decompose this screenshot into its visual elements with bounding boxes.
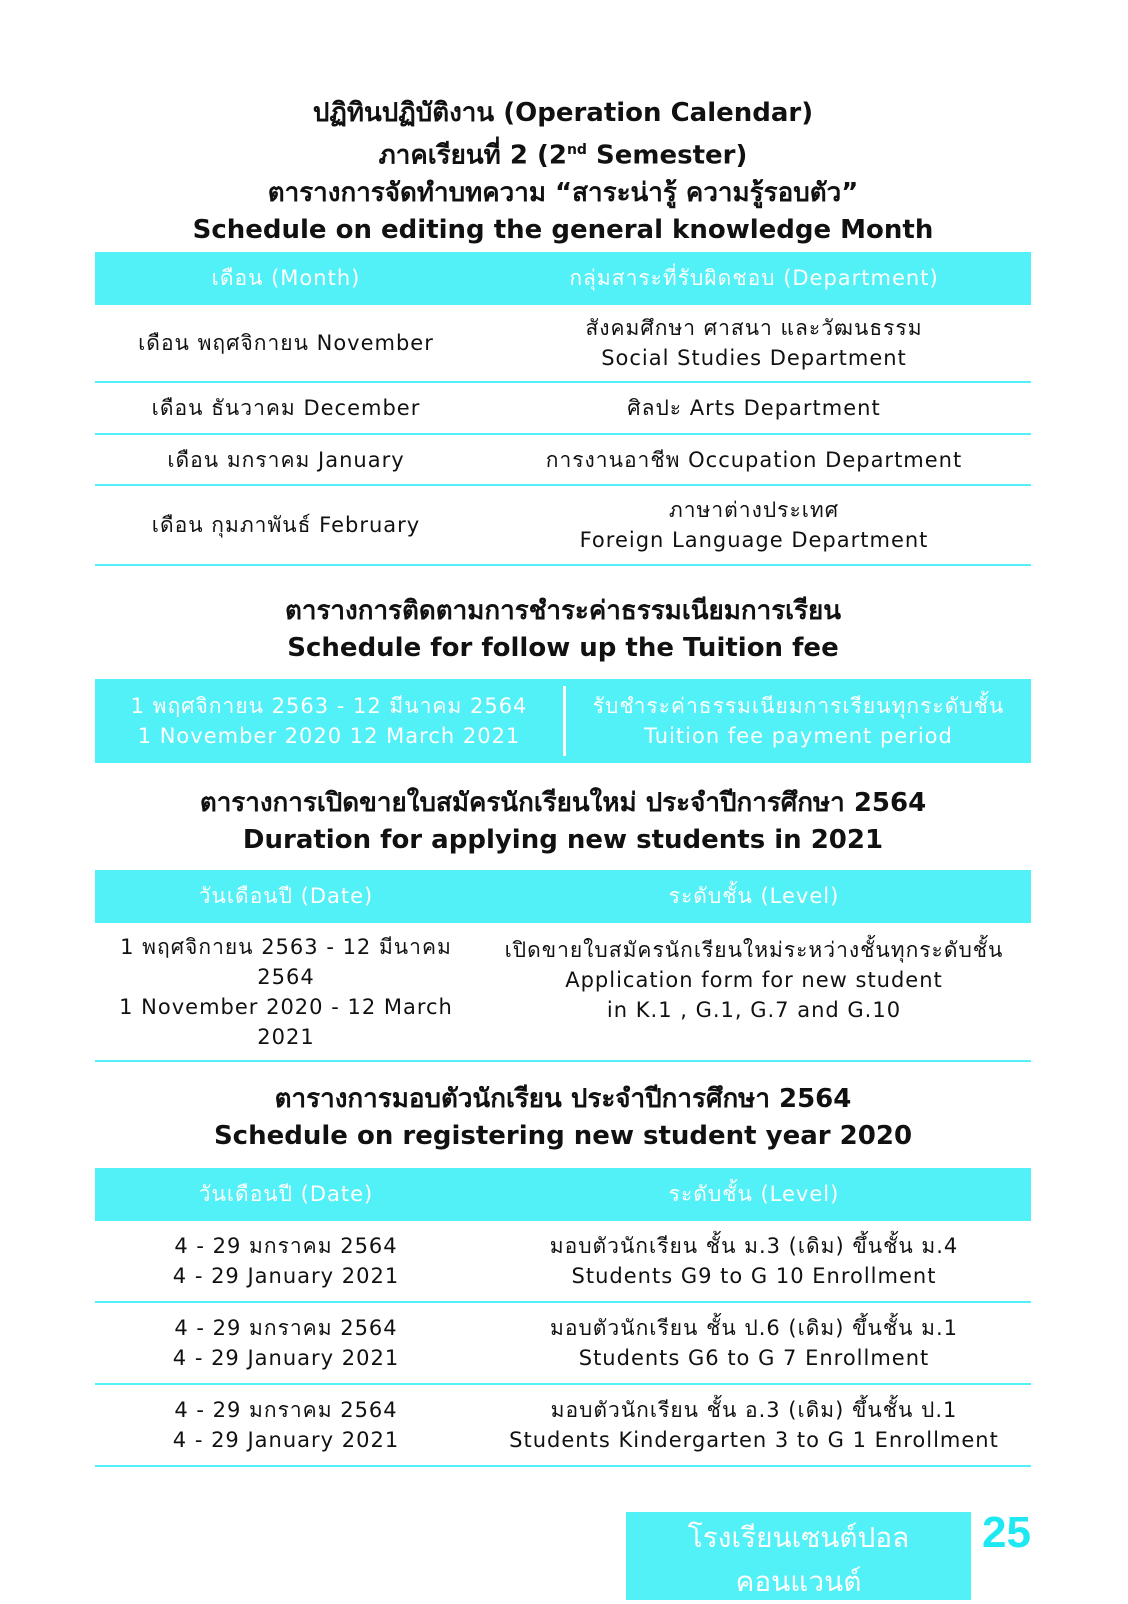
date-cell bbox=[95, 932, 477, 1052]
department-cell bbox=[477, 313, 1031, 373]
date-line: 2564 bbox=[257, 964, 315, 989]
level-th: มอบตัวนักเรียน ชั้น อ.3 (เดิม) ขึ้นชั้น ป.1 bbox=[550, 1398, 958, 1422]
month-cell: เดือน ธันวาคม December bbox=[151, 396, 421, 420]
semester-title-text: ภาคเรียนที่ 2 (2 bbox=[378, 140, 567, 171]
header-level: ระดับชั้น (Level) bbox=[668, 1182, 840, 1206]
department-th: ภาษาต่างประเทศ bbox=[668, 498, 840, 522]
registration-title-en: Schedule on registering new student year 2020 bbox=[213, 1121, 913, 1151]
department-cell: การงานอาชีพ Occupation Department bbox=[545, 447, 963, 472]
tuition-date-cell bbox=[95, 691, 563, 751]
table-row bbox=[95, 383, 1031, 435]
tuition-title-th: ตารางการติดตามการชำระค่าธรรมเนียมการเรียน bbox=[284, 596, 842, 626]
table-row bbox=[95, 305, 1031, 383]
registration-table bbox=[95, 1168, 1031, 1467]
registration-table-header bbox=[95, 1168, 1031, 1221]
level-en: Students G6 to G 7 Enrollment bbox=[578, 1346, 930, 1370]
page-number: 25 bbox=[982, 1508, 1031, 1557]
tuition-table bbox=[95, 679, 1031, 763]
date-cell bbox=[95, 1313, 477, 1373]
header-level: ระดับชั้น (Level) bbox=[668, 884, 840, 908]
month-cell: เดือน พฤศจิกายน November bbox=[138, 331, 434, 355]
table-row bbox=[95, 486, 1031, 566]
header-date: วันเดือนปี (Date) bbox=[198, 884, 374, 908]
department-en: Foreign Language Department bbox=[579, 528, 929, 552]
date-line: 2021 bbox=[257, 1024, 315, 1049]
date-en: 4 - 29 January 2021 bbox=[172, 1346, 400, 1370]
tuition-desc-th: รับชำระค่าธรรมเนียมการเรียนทุกระดับชั้น bbox=[592, 694, 1005, 718]
level-th: มอบตัวนักเรียน ชั้น ม.3 (เดิม) ขึ้นชั้น ม.4 bbox=[549, 1234, 959, 1258]
department-th: สังคมศึกษา ศาสนา และวัฒนธรรม bbox=[585, 316, 923, 340]
registration-title-th: ตารางการมอบตัวนักเรียน ประจำปีการศึกษา 2564 bbox=[274, 1084, 852, 1114]
date-th: 4 - 29 มกราคม 2564 bbox=[174, 1234, 398, 1258]
month-cell: เดือน กุมภาพันธ์ February bbox=[151, 513, 421, 537]
tuition-heading bbox=[95, 593, 1031, 667]
level-th: มอบตัวนักเรียน ชั้น ป.6 (เดิม) ขึ้นชั้น ม.1 bbox=[550, 1316, 958, 1340]
school-name: โรงเรียนเซนต์ปอลคอนแวนต์ bbox=[687, 1521, 910, 1598]
table-row bbox=[95, 923, 1031, 1062]
level-line: Application form for new student bbox=[565, 968, 943, 992]
level-cell bbox=[477, 1231, 1031, 1291]
knowledge-table bbox=[95, 252, 1031, 566]
calendar-heading bbox=[95, 95, 1031, 249]
tuition-band bbox=[95, 679, 1031, 763]
level-en: Students Kindergarten 3 to G 1 Enrollment bbox=[509, 1428, 999, 1452]
table-row bbox=[95, 435, 1031, 486]
table-row bbox=[95, 1385, 1031, 1467]
month-cell: เดือน มกราคม January bbox=[167, 447, 405, 472]
knowledge-table-header bbox=[95, 252, 1031, 305]
level-cell bbox=[477, 1395, 1031, 1455]
header-month: เดือน (Month) bbox=[211, 266, 361, 290]
level-cell bbox=[477, 1313, 1031, 1373]
knowledge-schedule-title-th: ตารางการจัดทำบทความ “สาระน่ารู้ ความรู้รอบตัว” bbox=[267, 177, 859, 208]
application-title-th: ตารางการเปิดขายใบสมัครนักเรียนใหม่ ประจำปีการศึกษา 2564 bbox=[199, 788, 927, 818]
date-en: 4 - 29 January 2021 bbox=[172, 1428, 400, 1452]
tuition-date-th: 1 พฤศจิกายน 2563 - 12 มีนาคม 2564 bbox=[130, 694, 528, 718]
level-cell bbox=[477, 923, 1031, 1025]
date-line: 1 November 2020 - 12 March bbox=[119, 994, 453, 1019]
tuition-date-en: 1 November 2020 12 March 2021 bbox=[137, 724, 521, 748]
department-en: Social Studies Department bbox=[601, 346, 907, 370]
header-date: วันเดือนปี (Date) bbox=[198, 1182, 374, 1206]
date-cell bbox=[95, 1231, 477, 1291]
semester-ordinal: nd bbox=[566, 142, 587, 158]
semester-title-suffix: Semester) bbox=[586, 140, 748, 171]
table-row bbox=[95, 1221, 1031, 1303]
header-department: กลุ่มสาระที่รับผิดชอบ (Department) bbox=[569, 266, 939, 290]
tuition-desc-en: Tuition fee payment period bbox=[644, 724, 953, 748]
level-en: Students G9 to G 10 Enrollment bbox=[571, 1264, 937, 1288]
department-cell bbox=[477, 495, 1031, 555]
level-line: เปิดขายใบสมัครนักเรียนใหม่ระหว่างชั้นทุกระดับชั้น bbox=[504, 938, 1004, 962]
date-th: 4 - 29 มกราคม 2564 bbox=[174, 1398, 398, 1422]
application-table bbox=[95, 870, 1031, 1062]
tuition-desc-cell bbox=[566, 691, 1031, 751]
level-line: in K.1 , G.1, G.7 and G.10 bbox=[606, 998, 902, 1022]
registration-heading bbox=[95, 1081, 1031, 1155]
table-row bbox=[95, 1303, 1031, 1385]
date-en: 4 - 29 January 2021 bbox=[172, 1264, 400, 1288]
tuition-title-en: Schedule for follow up the Tuition fee bbox=[287, 633, 839, 663]
semester-title bbox=[95, 132, 1031, 175]
date-cell bbox=[95, 1395, 477, 1455]
application-table-header bbox=[95, 870, 1031, 923]
department-cell: ศิลปะ Arts Department bbox=[627, 396, 881, 420]
date-th: 4 - 29 มกราคม 2564 bbox=[174, 1316, 398, 1340]
calendar-title: ปฏิทินปฏิบัติงาน (Operation Calendar) bbox=[312, 98, 814, 128]
application-title-en: Duration for applying new students in 2021 bbox=[242, 825, 884, 855]
knowledge-schedule-title-en: Schedule on editing the general knowledge Month bbox=[192, 214, 934, 245]
date-line: 1 พฤศจิกายน 2563 - 12 มีนาคม bbox=[120, 934, 452, 959]
application-heading bbox=[95, 785, 1031, 859]
